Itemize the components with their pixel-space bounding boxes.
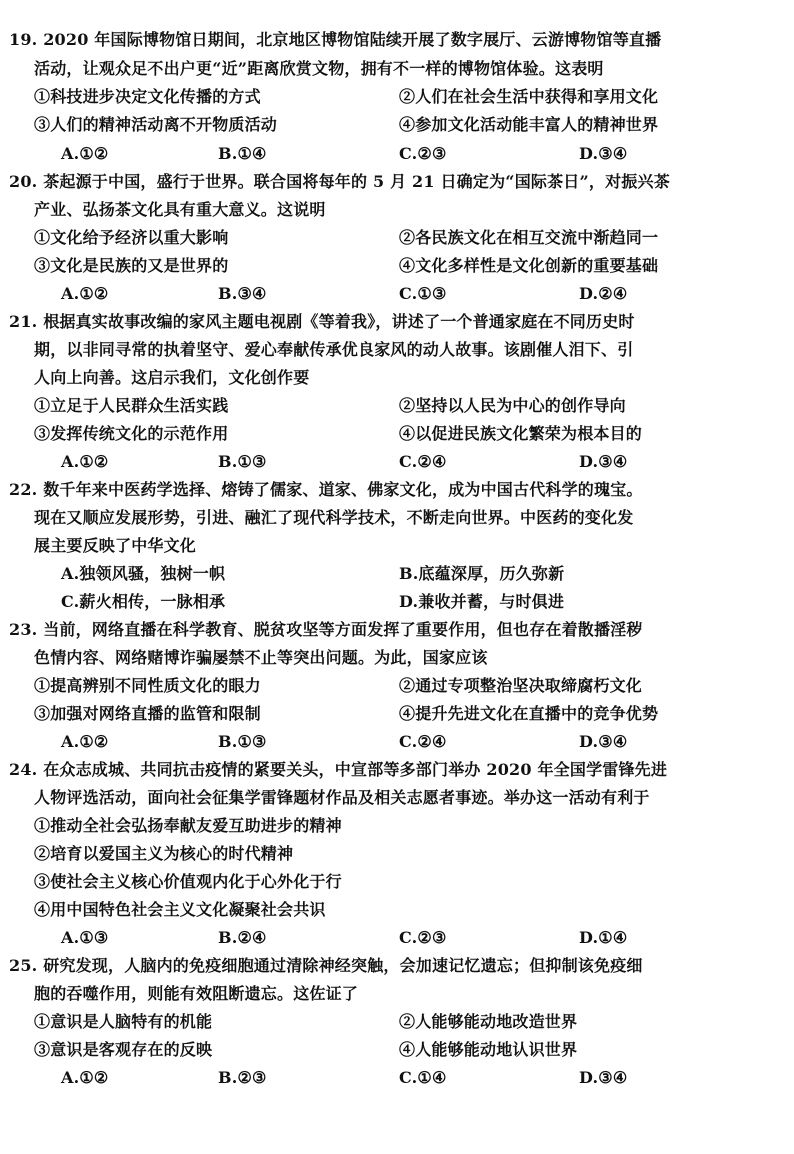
- answer-option-a: A.①②: [61, 144, 109, 163]
- question-stem-line: 23. 当前，网络直播在科学教育、脱贫攻坚等方面发挥了重要作用，但也存在着散播淫秽: [9, 620, 643, 639]
- answer-option-d: D.兼收并蓄，与时俱进: [399, 592, 565, 611]
- statement-1: ①立足于人民群众生活实践: [34, 396, 229, 415]
- answer-option-a: A.①③: [61, 928, 109, 947]
- statement-3: ③意识是客观存在的反映: [34, 1040, 213, 1059]
- answer-option-a: A.①②: [61, 452, 109, 471]
- answer-option-d: D.①④: [579, 928, 628, 947]
- question-stem-line: 展主要反映了中华文化: [34, 536, 197, 555]
- statement-2: ②坚持以人民为中心的创作导向: [399, 396, 626, 415]
- answer-option-c: C.②③: [399, 928, 447, 947]
- question-stem-line: 现在又顺应发展形势，引进、融汇了现代科学技术，不断走向世界。中医药的变化发: [34, 508, 634, 527]
- statement-4: ④用中国特色社会主义文化凝聚社会共识: [34, 900, 326, 919]
- statement-2: ②通过专项整治坚决取缔腐朽文化: [399, 676, 643, 695]
- answer-option-b: B.③④: [218, 284, 267, 303]
- question-stem-line: 色情内容、网络赌博诈骗屡禁不止等突出问题。为此，国家应该: [34, 648, 488, 667]
- statement-3: ③使社会主义核心价值观内化于心外化于行: [34, 872, 342, 891]
- answer-option-b: B.②③: [218, 1068, 267, 1087]
- question-stem-line: 24. 在众志成城、共同抗击疫情的紧要关头，中宣部等多部门举办 2020 年全国学雷锋先进: [9, 760, 668, 779]
- answer-option-c: C.①③: [399, 284, 447, 303]
- answer-option-c: C.②③: [399, 144, 447, 163]
- statement-2: ②人能够能动地改造世界: [399, 1012, 578, 1031]
- question-stem-line: 产业、弘扬茶文化具有重大意义。这说明: [34, 200, 326, 219]
- question-stem-line: 活动，让观众足不出户更“近”距离欣赏文物，拥有不一样的博物馆体验。这表明: [34, 59, 604, 78]
- statement-3: ③发挥传统文化的示范作用: [34, 424, 229, 443]
- answer-option-a: A.独领风骚，独树一帜: [61, 564, 226, 583]
- answer-option-d: D.③④: [579, 732, 628, 751]
- statement-2: ②各民族文化在相互交流中渐趋同一: [399, 228, 659, 247]
- question-stem-line: 20. 茶起源于中国，盛行于世界。联合国将每年的 5 月 21 日确定为“国际茶日”，对振兴茶: [9, 172, 670, 191]
- answer-option-d: D.②④: [579, 284, 628, 303]
- statement-1: ①推动全社会弘扬奉献友爱互助进步的精神: [34, 816, 342, 835]
- answer-option-b: B.①④: [218, 144, 267, 163]
- question-stem-line: 胞的吞噬作用，则能有效阻断遗忘。这佐证了: [34, 984, 359, 1003]
- answer-option-a: A.①②: [61, 284, 109, 303]
- question-stem-line: 22. 数千年来中医药学选择、熔铸了儒家、道家、佛家文化，成为中国古代科学的瑰宝。: [9, 480, 643, 499]
- question-stem-line: 21. 根据真实故事改编的家风主题电视剧《等着我》，讲述了一个普通家庭在不同历史时: [9, 312, 635, 331]
- statement-4: ④参加文化活动能丰富人的精神世界: [399, 115, 659, 134]
- statement-1: ①意识是人脑特有的机能: [34, 1012, 213, 1031]
- answer-option-d: D.③④: [579, 452, 628, 471]
- answer-option-b: B.底蕴深厚，历久弥新: [399, 564, 565, 583]
- statement-2: ②人们在社会生活中获得和享用文化: [399, 87, 659, 106]
- answer-option-c: C.薪火相传，一脉相承: [61, 592, 226, 611]
- answer-option-a: A.①②: [61, 1068, 109, 1087]
- answer-option-b: B.②④: [218, 928, 267, 947]
- statement-4: ④人能够能动地认识世界: [399, 1040, 578, 1059]
- question-stem-line: 25. 研究发现，人脑内的免疫细胞通过清除神经突触，会加速记忆遗忘；但抑制该免疫细: [9, 956, 643, 975]
- question-stem-line: 人物评选活动，面向社会征集学雷锋题材作品及相关志愿者事迹。举办这一活动有利于: [34, 788, 650, 807]
- statement-4: ④文化多样性是文化创新的重要基础: [399, 256, 659, 275]
- question-stem-line: 期，以非同寻常的执着坚守、爱心奉献传承优良家风的动人故事。该剧催人泪下、引: [34, 340, 634, 359]
- answer-option-c: C.②④: [399, 732, 447, 751]
- answer-option-a: A.①②: [61, 732, 109, 751]
- answer-option-b: B.①③: [218, 732, 267, 751]
- statement-3: ③加强对网络直播的监管和限制: [34, 704, 261, 723]
- answer-option-c: C.②④: [399, 452, 447, 471]
- question-stem-line: 19. 2020 年国际博物馆日期间，北京地区博物馆陆续开展了数字展厅、云游博物馆等直播: [9, 30, 662, 49]
- question-stem-line: 人向上向善。这启示我们，文化创作要: [34, 368, 310, 387]
- statement-4: ④以促进民族文化繁荣为根本目的: [399, 424, 643, 443]
- statement-3: ③文化是民族的又是世界的: [34, 256, 229, 275]
- statement-3: ③人们的精神活动离不开物质活动: [34, 115, 278, 134]
- answer-option-d: D.③④: [579, 144, 628, 163]
- answer-option-b: B.①③: [218, 452, 267, 471]
- answer-option-c: C.①④: [399, 1068, 447, 1087]
- statement-1: ①科技进步决定文化传播的方式: [34, 87, 261, 106]
- statement-1: ①文化给予经济以重大影响: [34, 228, 229, 247]
- statement-1: ①提高辨别不同性质文化的眼力: [34, 676, 261, 695]
- statement-4: ④提升先进文化在直播中的竞争优势: [399, 704, 659, 723]
- answer-option-d: D.③④: [579, 1068, 628, 1087]
- statement-2: ②培育以爱国主义为核心的时代精神: [34, 844, 294, 863]
